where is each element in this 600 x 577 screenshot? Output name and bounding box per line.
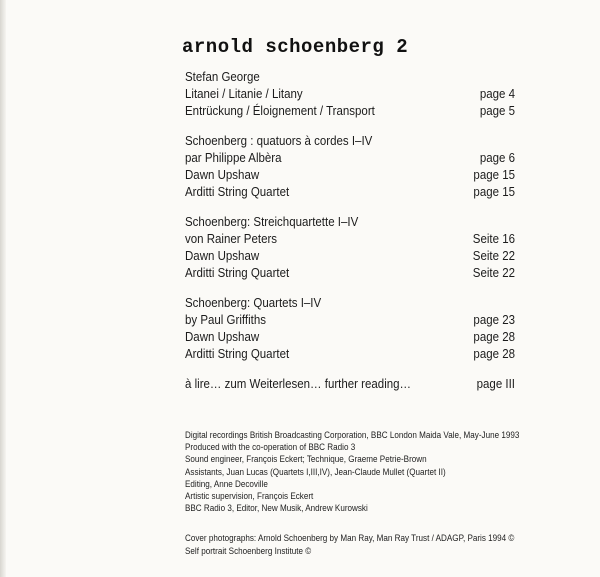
toc-page-ref: Seite 16 bbox=[472, 232, 516, 246]
toc-entry-text: Entrückung / Éloignement / Transport bbox=[185, 104, 375, 118]
toc-line bbox=[185, 167, 515, 184]
table-of-contents bbox=[185, 69, 515, 406]
toc-line bbox=[185, 295, 515, 312]
toc-section-french bbox=[185, 133, 515, 201]
toc-section-english bbox=[185, 295, 515, 363]
toc-entry-text: à lire… zum Weiterlesen… further reading… bbox=[185, 377, 412, 391]
credit-line: Artistic supervision, François Eckert bbox=[185, 491, 314, 502]
toc-entry-text: von Rainer Peters bbox=[185, 232, 278, 246]
toc-line bbox=[185, 184, 515, 201]
toc-page-ref: page III bbox=[476, 377, 516, 391]
toc-page-ref: page 15 bbox=[473, 168, 516, 182]
toc-page-ref: page 28 bbox=[473, 330, 516, 344]
toc-entry-text: Arditti String Quartet bbox=[185, 185, 290, 199]
toc-page-ref: page 5 bbox=[479, 104, 516, 118]
toc-line bbox=[185, 376, 515, 393]
toc-page-ref: page 15 bbox=[473, 185, 516, 199]
toc-entry-text: Dawn Upshaw bbox=[185, 168, 260, 182]
toc-page-ref: Seite 22 bbox=[472, 249, 516, 263]
toc-entry-text: Dawn Upshaw bbox=[185, 249, 260, 263]
toc-entry-text: Dawn Upshaw bbox=[185, 330, 260, 344]
cover-credit-line: Self portrait Schoenberg Institute © bbox=[185, 545, 312, 556]
toc-line bbox=[185, 248, 515, 265]
toc-entry-text: Arditti String Quartet bbox=[185, 266, 290, 280]
toc-page-ref: page 28 bbox=[473, 347, 516, 361]
toc-entry-text: Schoenberg: Streichquartette I–IV bbox=[185, 215, 359, 229]
toc-entry-text: by Paul Griffiths bbox=[185, 313, 266, 327]
toc-page-ref: Seite 22 bbox=[472, 266, 516, 280]
toc-line bbox=[185, 150, 515, 167]
recording-credits bbox=[185, 429, 585, 514]
toc-page-ref: page 4 bbox=[479, 87, 516, 101]
cover-credits bbox=[185, 532, 585, 557]
toc-line bbox=[185, 103, 515, 120]
toc-entry-text: Arditti String Quartet bbox=[185, 347, 290, 361]
toc-line bbox=[185, 231, 515, 248]
toc-entry-text: Litanei / Litanie / Litany bbox=[185, 87, 303, 101]
cover-credit-line: Cover photographs: Arnold Schoenberg by Man Ray, Man Ray Trust / ADAGP, Paris 1994 © bbox=[185, 533, 515, 543]
toc-line bbox=[185, 312, 515, 329]
credit-line: BBC Radio 3, Editor, New Musik, Andrew Kurowski bbox=[185, 503, 368, 514]
toc-section-further-reading bbox=[185, 376, 515, 393]
toc-line bbox=[185, 329, 515, 346]
toc-line bbox=[185, 346, 515, 363]
toc-page-ref: page 23 bbox=[473, 313, 516, 327]
toc-entry-text: Schoenberg : quatuors à cordes I–IV bbox=[185, 134, 373, 148]
toc-section-stefan-george bbox=[185, 69, 515, 120]
toc-section-german bbox=[185, 214, 515, 282]
credit-line: Digital recordings British Broadcasting Corporation, BBC London Maida Vale, May-June 1993 bbox=[185, 430, 520, 440]
credit-line: Produced with the co-operation of BBC Radio 3 bbox=[185, 442, 356, 453]
toc-line bbox=[185, 214, 515, 231]
credit-line: Sound engineer, François Eckert; Technique, Graeme Petrie-Brown bbox=[185, 454, 427, 465]
toc-entry-text: Stefan George bbox=[185, 70, 260, 84]
toc-line bbox=[185, 86, 515, 103]
credit-line: Editing, Anne Decoville bbox=[185, 478, 268, 489]
toc-entry-text: Schoenberg: Quartets I–IV bbox=[185, 296, 322, 310]
credit-line: Assistants, Juan Lucas (Quartets I,III,IV), Jean-Claude Mullet (Quartet II) bbox=[185, 466, 446, 477]
toc-line bbox=[185, 69, 515, 86]
page-title: arnold schoenberg 2 bbox=[182, 36, 409, 58]
toc-line bbox=[185, 265, 515, 282]
toc-entry-text: par Philippe Albèra bbox=[185, 151, 282, 165]
toc-page-ref: page 6 bbox=[479, 151, 516, 165]
page-edge-shadow bbox=[0, 0, 6, 577]
toc-line bbox=[185, 133, 515, 150]
